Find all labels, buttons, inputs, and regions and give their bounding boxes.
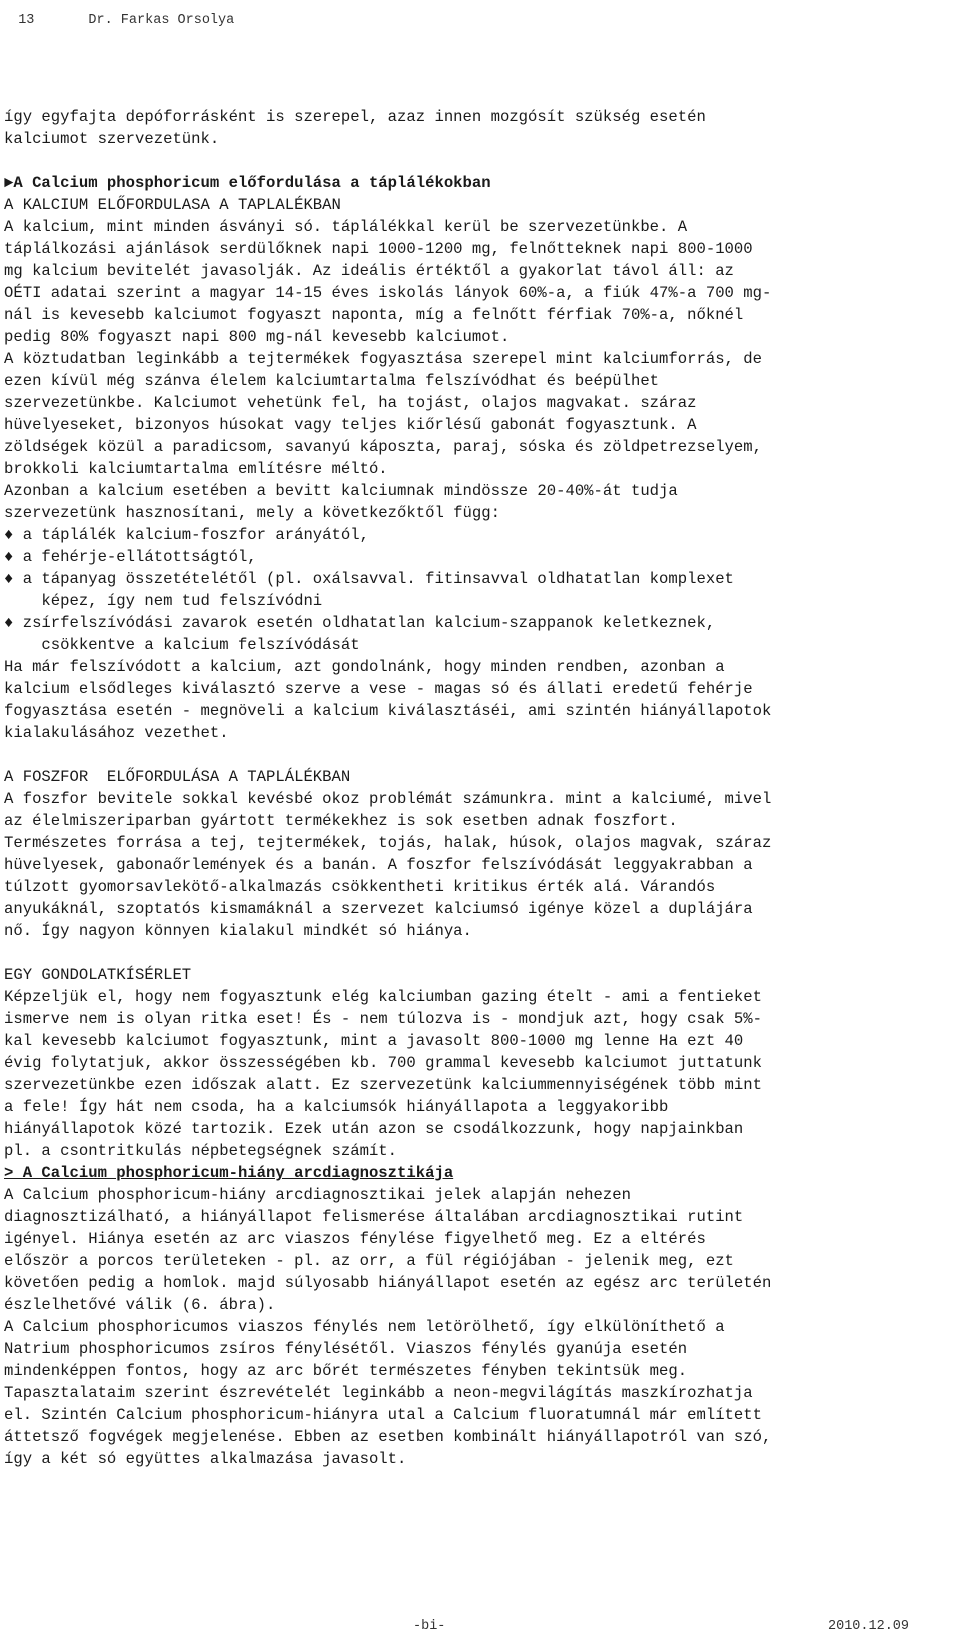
text-line: szervezetünkbe ezen időszak alatt. Ez szervezetünk kalciummennyiségének több mint bbox=[4, 1076, 762, 1094]
text-line: Természetes forrása a tej, tejtermékek, tojás, halak, húsok, olajos magvak, száraz bbox=[4, 834, 772, 852]
text-line: ♦ zsírfelszívódási zavarok esetén oldhatatlan kalcium-szappanok keletkeznek, bbox=[4, 614, 716, 632]
text-line: fogyasztása esetén - megnöveli a kalcium kiválasztáséi, ami szintén hiányállapotok bbox=[4, 702, 772, 720]
text-line: így a két só együttes alkalmazása javasolt. bbox=[4, 1450, 407, 1468]
text-line: táplálkozási ajánlások serdülőknek napi 1000-1200 mg, felnőtteknek napi 800-1000 bbox=[4, 240, 753, 258]
text-line: kialakulásához vezethet. bbox=[4, 724, 229, 742]
page-number: 13 bbox=[18, 13, 35, 28]
footer-date: 2010.12.09 bbox=[828, 1619, 910, 1634]
text-line: kalciumot szervezetünk. bbox=[4, 130, 220, 148]
text-line: nő. Így nagyon könnyen kialakul mindkét só hiánya. bbox=[4, 922, 472, 940]
text-line: EGY GONDOLATKÍSÉRLET bbox=[4, 966, 192, 984]
text-line: a fele! Így hát nem csoda, ha a kalciumsók hiányállapota a leggyakoribb bbox=[4, 1098, 669, 1116]
text-line: kalcium elsődleges kiválasztó szerve a vese - magas só és állati eredetű fehérje bbox=[4, 680, 753, 698]
text-line: anyukáknál, szoptatós kismamáknál a szervezet kalciumsó igénye közel a duplájára bbox=[4, 900, 753, 918]
text-line: igényel. Hiánya esetén az arc viaszos fénylése figyelhető meg. Ez a eltérés bbox=[4, 1230, 706, 1248]
text-line: A Calcium phosphoricumos viaszos fénylés nem letörölhető, így elkülöníthető a bbox=[4, 1318, 725, 1336]
text-line: pedig 80% fogyaszt napi 800 mg-nál kevesebb kalciumot. bbox=[4, 328, 510, 346]
text-line: hiányállapotok közé tartozik. Ezek után azon se csodálkozzunk, hogy napjainkban bbox=[4, 1120, 744, 1138]
text-line: ezen kívül még szánva élelem kalciumtartalma felszívódhat és beépülhet bbox=[4, 372, 660, 390]
page-footer bbox=[0, 1619, 960, 1635]
text-line: évig folytatjuk, akkor összességében kb. 700 grammal kevesebb kalciumot juttatunk bbox=[4, 1054, 762, 1072]
page-header bbox=[0, 0, 235, 28]
text-line: diagnosztizálható, a hiányállapot felismerése általában arcdiagnosztikai rutint bbox=[4, 1208, 744, 1226]
text-line: szervezetünkbe. Kalciumot vehetünk fel, ha tojást, olajos magvakat. száraz bbox=[4, 394, 697, 412]
text-line: először a porcos területeken - pl. az orr, a fül régiójában - jelenik meg, ezt bbox=[4, 1252, 734, 1270]
text-line: Azonban a kalcium esetében a bevitt kalciumnak mindössze 20-40%-át tudja bbox=[4, 482, 678, 500]
text-line: A Calcium phosphoricum-hiány arcdiagnosztikai jelek alapján nehezen bbox=[4, 1186, 631, 1204]
text-line: Képzeljük el, hogy nem fogyasztunk elég kalciumban gazing ételt - ami a fentieket bbox=[4, 988, 762, 1006]
text-line: A KALCIUM ELŐFORDULASA A TAPLALÉKBAN bbox=[4, 196, 341, 214]
text-line: hüvelyeseket, bizonyos húsokat vagy teljes kiőrlésű gabonát fogyasztunk. A bbox=[4, 416, 697, 434]
text-line: A köztudatban leginkább a tejtermékek fogyasztása szerepel mint kalciumforrás, de bbox=[4, 350, 762, 368]
text-line: ♦ a táplálék kalcium-foszfor arányától, bbox=[4, 526, 369, 544]
text-line: brokkoli kalciumtartalma említésre méltó. bbox=[4, 460, 388, 478]
text-line: észlelhetővé válik (6. ábra). bbox=[4, 1296, 276, 1314]
text-line: csökkentve a kalcium felszívódását bbox=[4, 636, 360, 654]
text-line: A kalcium, mint minden ásványi só. táplálékkal kerül be szervezetünkbe. A bbox=[4, 218, 688, 236]
blank-line bbox=[4, 150, 954, 172]
text-line: képez, így nem tud felszívódni bbox=[4, 592, 323, 610]
text-line: zöldségek közül a paradicsom, savanyú káposzta, paraj, sóska és zöldpetrezselyem, bbox=[4, 438, 762, 456]
text-line: áttetsző fogvégek megjelenése. Ebben az esetben kombinált hiányállapotról van szó, bbox=[4, 1428, 772, 1446]
footer-center: -bi- bbox=[413, 1619, 446, 1634]
text-line: szervezetünk hasznosítani, mely a következőktől függ: bbox=[4, 504, 500, 522]
text-line: túlzott gyomorsavlekötő-alkalmazás csökkentheti kritikus érték alá. Várandós bbox=[4, 878, 716, 896]
text-line: ismerve nem is olyan ritka eset! És - nem túlozva is - mondjuk azt, hogy csak 5%- bbox=[4, 1010, 762, 1028]
text-line: el. Szintén Calcium phosphoricum-hiányra utal a Calcium fluoratumnál már említett bbox=[4, 1406, 762, 1424]
text-line: mg kalcium bevitelét javasolják. Az ideális értéktől a gyakorlat távol áll: az bbox=[4, 262, 734, 280]
text-line: ♦ a fehérje-ellátottságtól, bbox=[4, 548, 257, 566]
text-line: így egyfajta depóforrásként is szerepel, azaz innen mozgósít szükség esetén bbox=[4, 108, 706, 126]
text-line: az élelmiszeriparban gyártott termékekhez is sok esetben adnak foszfort. bbox=[4, 812, 678, 830]
text-line: hüvelyesek, gabonaőrlemények és a banán. A foszfor felszívódását leggyakrabban a bbox=[4, 856, 753, 874]
text-line: Tapasztalataim szerint észrevételét leginkább a neon-megvilágítás maszkírozhatja bbox=[4, 1384, 753, 1402]
text-line: nál is kevesebb kalciumot fogyaszt naponta, míg a felnőtt férfiak 70%-a, nőknél bbox=[4, 306, 744, 324]
text-line: OÉTI adatai szerint a magyar 14-15 éves iskolás lányok 60%-a, a fiúk 47%-a 700 mg- bbox=[4, 284, 772, 302]
text-line: A FOSZFOR ELŐFORDULÁSA A TAPLÁLÉKBAN bbox=[4, 768, 351, 786]
text-line: követően pedig a homlok. majd súlyosabb hiányállapot esetén az egész arc területén bbox=[4, 1274, 772, 1292]
text-line: Natrium phosphoricumos zsíros fénylésétől. Viaszos fénylés gyanúja esetén bbox=[4, 1340, 688, 1358]
text-line: pl. a csontritkulás népbetegségnek számít. bbox=[4, 1142, 398, 1160]
text-line: kal kevesebb kalciumot fogyasztunk, mint a javasolt 800-1000 mg lenne Ha ezt 40 bbox=[4, 1032, 744, 1050]
author-name: Dr. Farkas Orsolya bbox=[88, 13, 235, 28]
blank-line bbox=[4, 744, 954, 766]
text-line: mindenképpen fontos, hogy az arc bőrét természetes fényben tekintsük meg. bbox=[4, 1362, 688, 1380]
text-line: A foszfor bevitele sokkal kevésbé okoz problémát számunkra. mint a kalciumé, mivel bbox=[4, 790, 772, 808]
text-line: ♦ a tápanyag összetételétől (pl. oxálsavval. fitinsavval oldhatatlan komplexet bbox=[4, 570, 734, 588]
text-line: ►A Calcium phosphoricum előfordulása a táplálékokban bbox=[4, 174, 491, 192]
blank-line bbox=[4, 942, 954, 964]
text-line: > A Calcium phosphoricum-hiány arcdiagnosztikája bbox=[4, 1164, 454, 1182]
text-line: Ha már felszívódott a kalcium, azt gondolnánk, hogy minden rendben, azonban a bbox=[4, 658, 725, 676]
document-body bbox=[4, 106, 954, 1470]
